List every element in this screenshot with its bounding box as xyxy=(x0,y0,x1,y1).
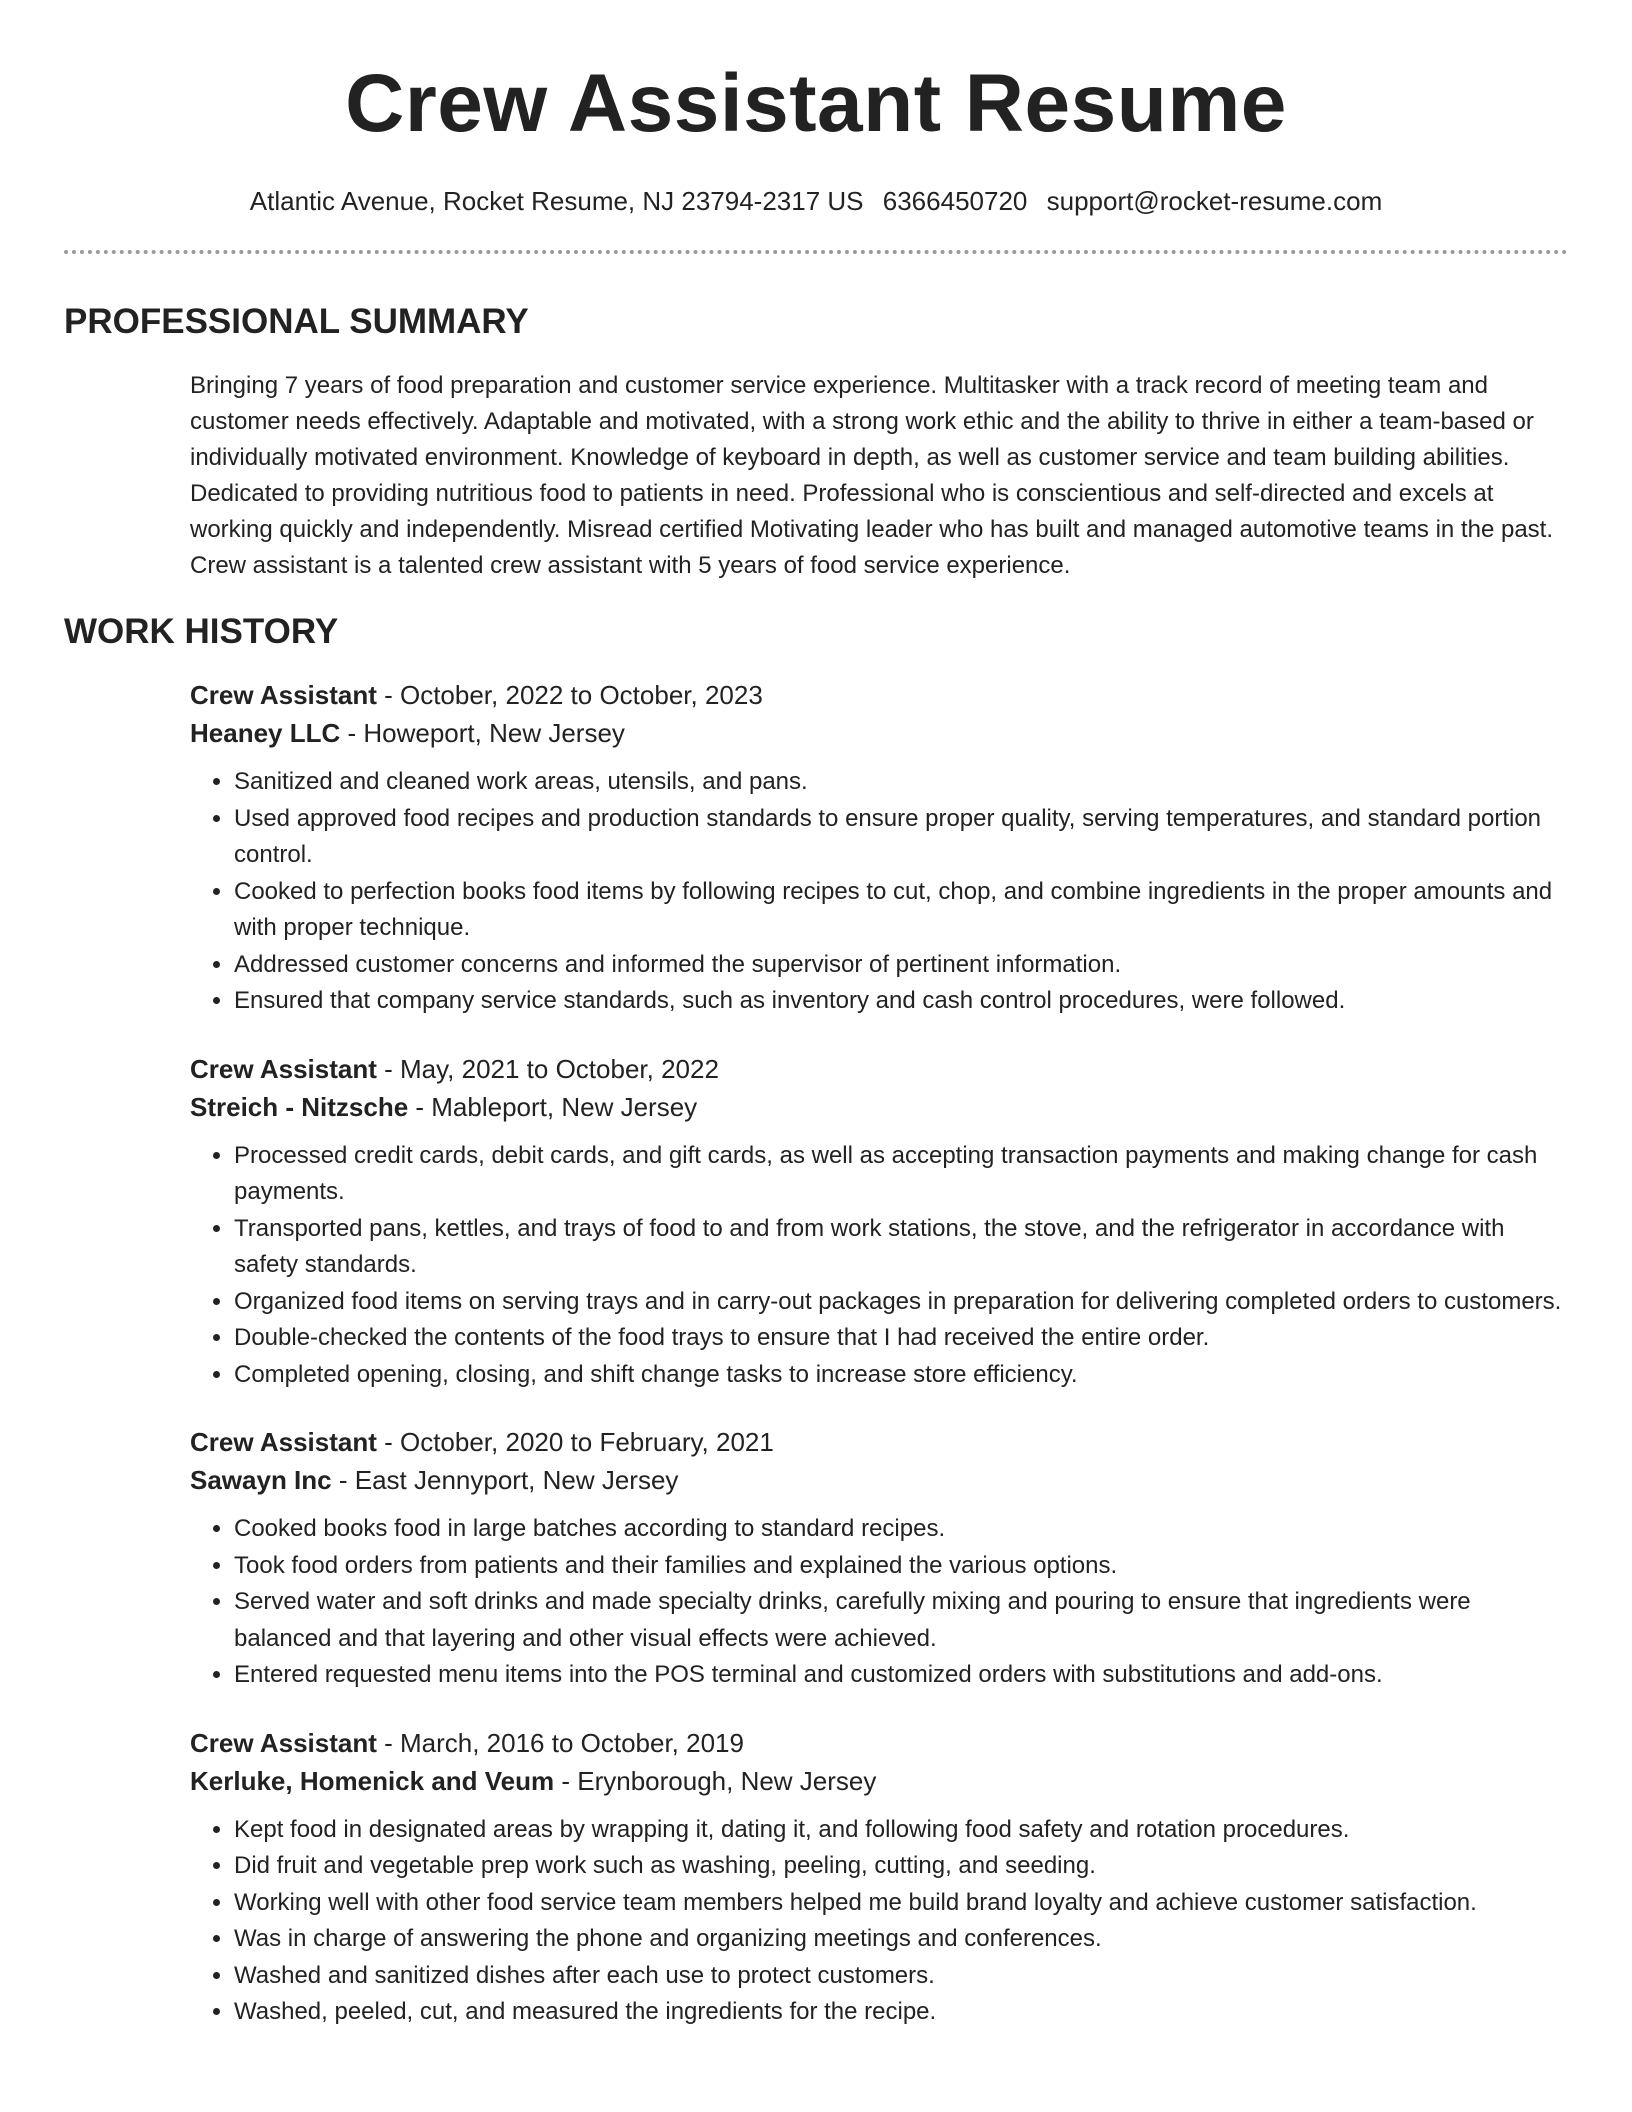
summary-text: Bringing 7 years of food preparation and customer service experience. Multitasker with a track record of meeting team and customer needs effectively. Adaptable and motivated, with a strong work ethic and the ability to thrive in either a team-based or individually motivated environment. Knowledge of keyboard in depth, as well as customer service and team building abilities. Dedicated to providing nutritious food to patients in need. Professional who is conscientious and self-directed and excels at working quickly and independently. Misread certified Motivating leader who has built and managed automotive teams in the past. Crew assistant is a talented crew assistant with 5 years of food service experience. xyxy=(190,372,1553,579)
summary-heading: PROFESSIONAL SUMMARY xyxy=(64,302,529,341)
job-bullet: • Cooked to perfection books food items by following recipes to cut, chop, and combine ingredients in the proper amounts and with proper technique. xyxy=(234,874,1568,947)
job-location: - Howeport, New Jersey xyxy=(340,718,625,748)
job-bullet: • Completed opening, closing, and shift change tasks to increase store efficiency. xyxy=(234,1357,1568,1394)
job-company-line xyxy=(190,1762,1568,1800)
job-bullet: • Took food orders from patients and their families and explained the various options. xyxy=(234,1548,1568,1585)
job-entry xyxy=(190,1423,1568,1694)
job-bullet: • Used approved food recipes and production standards to ensure proper quality, serving temperatures, and standard portion control. xyxy=(234,801,1568,874)
job-company-line xyxy=(190,1088,1568,1126)
work-history-list xyxy=(190,676,1568,2031)
job-bullet: • Working well with other food service team members helped me build brand loyalty and achieve customer satisfaction. xyxy=(234,1885,1568,1922)
job-title: Crew Assistant xyxy=(190,1427,377,1457)
contact-line xyxy=(64,184,1568,218)
job-bullets xyxy=(190,1812,1568,2031)
job-bullet: • Double-checked the contents of the food trays to ensure that I had received the entire order. xyxy=(234,1320,1568,1357)
job-title: Crew Assistant xyxy=(190,680,377,710)
job-company-line xyxy=(190,714,1568,752)
job-bullet: • Kept food in designated areas by wrapping it, dating it, and following food safety and rotation procedures. xyxy=(234,1812,1568,1849)
job-bullet: • Sanitized and cleaned work areas, utensils, and pans. xyxy=(234,764,1568,801)
job-dates: - October, 2020 to February, 2021 xyxy=(376,1427,774,1457)
job-location: - Erynborough, New Jersey xyxy=(554,1765,877,1796)
job-location: - Mableport, New Jersey xyxy=(408,1091,698,1122)
job-dates: - March, 2016 to October, 2019 xyxy=(376,1727,744,1758)
job-entry xyxy=(190,1050,1568,1394)
job-bullets xyxy=(190,1138,1568,1394)
job-title-line xyxy=(190,1724,1568,1762)
job-bullet: • Organized food items on serving trays and in carry-out packages in preparation for delivering completed orders to customers. xyxy=(234,1284,1568,1321)
job-bullet: • Cooked books food in large batches according to standard recipes. xyxy=(234,1511,1568,1548)
job-title-line xyxy=(190,1423,1568,1461)
job-entry xyxy=(190,676,1568,1020)
job-title-line xyxy=(190,1050,1568,1088)
job-bullet: • Addressed customer concerns and informed the supervisor of pertinent information. xyxy=(234,947,1568,984)
job-bullet: • Washed and sanitized dishes after each use to protect customers. xyxy=(234,1958,1568,1995)
job-dates: - May, 2021 to October, 2022 xyxy=(376,1053,719,1084)
job-company: Streich - Nitzsche xyxy=(190,1091,409,1122)
job-company: Heaney LLC xyxy=(190,718,341,748)
job-location: - East Jennyport, New Jersey xyxy=(331,1465,679,1495)
contact-address: Atlantic Avenue, Rocket Resume, NJ 23794-2317 US xyxy=(249,186,864,216)
job-dates: - October, 2022 to October, 2023 xyxy=(376,680,763,710)
job-title: Crew Assistant xyxy=(190,1053,377,1084)
header-divider xyxy=(64,250,1568,254)
job-bullet: • Ensured that company service standards, such as inventory and cash control procedures, were followed. xyxy=(234,983,1568,1020)
job-bullet: • Did fruit and vegetable prep work such as washing, peeling, cutting, and seeding. xyxy=(234,1848,1568,1885)
job-bullet: • Washed, peeled, cut, and measured the ingredients for the recipe. xyxy=(234,1994,1568,2031)
job-company: Kerluke, Homenick and Veum xyxy=(190,1765,555,1796)
job-bullet: • Transported pans, kettles, and trays of food to and from work stations, the stove, and the refrigerator in accordance with safety standards. xyxy=(234,1211,1568,1284)
resume-title: Crew Assistant Resume xyxy=(345,58,1287,149)
contact-phone: 6366450720 xyxy=(882,186,1028,216)
job-bullet: • Entered requested menu items into the POS terminal and customized orders with substitutions and add-ons. xyxy=(234,1657,1568,1694)
job-bullets xyxy=(190,764,1568,1020)
job-entry xyxy=(190,1724,1568,2031)
job-bullets xyxy=(190,1511,1568,1694)
job-bullet: • Was in charge of answering the phone and organizing meetings and conferences. xyxy=(234,1921,1568,1958)
job-title-line xyxy=(190,676,1568,714)
job-title: Crew Assistant xyxy=(190,1727,377,1758)
job-bullet: • Processed credit cards, debit cards, and gift cards, as well as accepting transaction payments and making change for cash payments. xyxy=(234,1138,1568,1211)
job-company: Sawayn Inc xyxy=(190,1465,332,1495)
work-history-heading: WORK HISTORY xyxy=(64,612,339,651)
job-company-line xyxy=(190,1461,1568,1499)
job-bullet: • Served water and soft drinks and made specialty drinks, carefully mixing and pouring to ensure that ingredients were balanced and that layering and other visual effects were achieved. xyxy=(234,1584,1568,1657)
contact-email: support@rocket-resume.com xyxy=(1046,186,1383,216)
